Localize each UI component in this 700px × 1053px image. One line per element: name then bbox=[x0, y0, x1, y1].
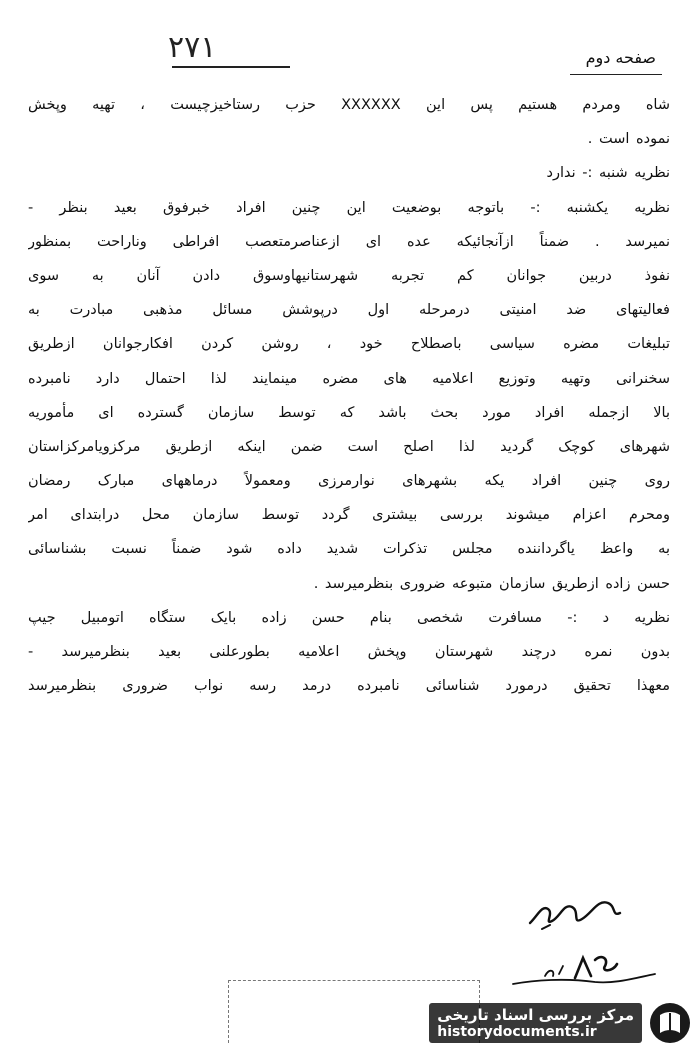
document-body bbox=[28, 88, 670, 703]
body-line: فعالیتهای ضد امنیتی درمرحله اول درپوشش مسائل مذهبی مبادرت به bbox=[28, 302, 670, 319]
body-line: روی چنین افراد یکه بشهرهای نوارمرزی ومعمولاً درماههای مبارک رمضان bbox=[28, 473, 670, 490]
body-line: نفوذ دربین جوانان کم تجربه شهرستانیهاوسوق دادن آنان به سوی bbox=[28, 267, 670, 284]
watermark-text bbox=[429, 1003, 642, 1043]
body-line: بدون نمره درچند شهرستان وپخش اعلامیه بطورعلنی بعید بنظرمیرسد - bbox=[28, 644, 670, 660]
watermark bbox=[429, 1001, 692, 1045]
body-line: شاه ومردم هستیم پس این XXXXXX حزب رستاخیزچیست ، تهیه وپخش bbox=[28, 97, 670, 113]
body-line: ومحرم اعزام میشوند بررسی بیشتری گردد توسط سازمان محل درابتدای امر bbox=[28, 507, 670, 524]
watermark-url: historydocuments.ir bbox=[437, 1024, 597, 1040]
handwritten-initials bbox=[505, 948, 670, 993]
body-line: نموده است . bbox=[587, 131, 670, 148]
body-line: بالا ازجمله افراد مورد بحث باشد که توسط سازمان گسترده ای مأموریه bbox=[28, 404, 670, 421]
body-line: نظریه د :- مسافرت شخصی بنام حسن زاده بایک ستگاه اتومبیل جیپ bbox=[28, 609, 670, 626]
page-label-underline bbox=[570, 74, 662, 75]
body-line: تبلیغات مضره سیاسی باصطلاح خود ، روشن کردن افکارجوانان ازطریق bbox=[28, 336, 670, 353]
page-label: صفحه دوم bbox=[585, 48, 656, 67]
page-number-underline bbox=[172, 66, 290, 68]
page-number: ۲۷۱ bbox=[168, 30, 217, 65]
body-line: نظریه یکشنبه :- باتوجه بوضعیت این چنین افراد خبرفوق بعید بنظر - bbox=[28, 199, 670, 216]
body-line: به واعظ یاگرداننده مجلس تذکرات شدید داده شود ضمناً نسبت بشناسائی bbox=[28, 541, 670, 558]
watermark-title: مرکز بررسی اسناد تاریخی bbox=[437, 1006, 634, 1024]
body-line: سخنرانی وتهیه وتوزیع اعلامیه های مضره مینمایند لذا احتمال دارد نامبرده bbox=[28, 370, 670, 387]
archive-logo-icon bbox=[648, 1001, 692, 1045]
body-line: شهرهای کوچک گردید لذا اصلح است ضمن اینکه ازطریق مرکزویامرکزاستان bbox=[28, 438, 670, 455]
body-line: حسن زاده ازطریق سازمان متبوعه ضروری بنظرمیرسد . bbox=[313, 575, 670, 592]
body-line: نمیرسد . ضمناً ازآنجائیکه عده ای ازعناصرمتعصب افراطی وناراحت بمنظور bbox=[28, 233, 670, 250]
body-line: معهذا تحقیق درمورد شناسائی نامبرده درمد رسه نواب ضروری بنظرمیرسد bbox=[28, 678, 670, 695]
handwritten-signature bbox=[520, 885, 630, 935]
body-line: نظریه شنبه :- ندارد bbox=[546, 165, 670, 182]
